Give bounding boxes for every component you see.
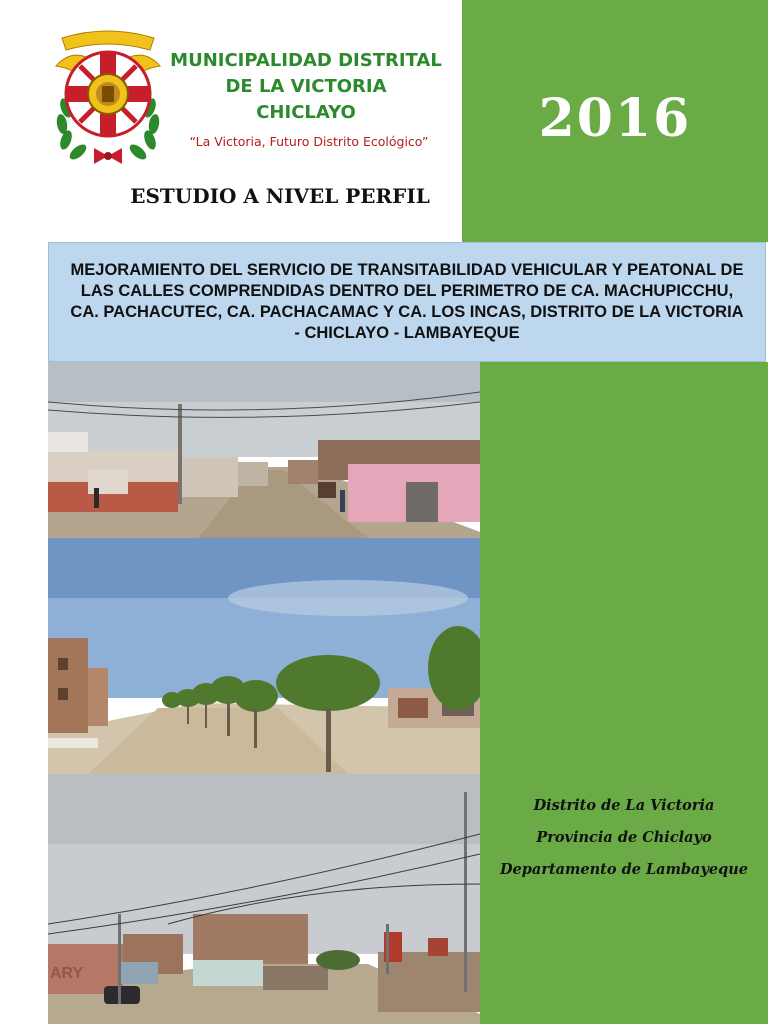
year-label: 2016 bbox=[538, 88, 692, 149]
study-level-heading: ESTUDIO A NIVEL PERFIL bbox=[130, 184, 430, 208]
street-photo-3 bbox=[48, 774, 480, 1024]
location-department: Departamento de Lambayeque bbox=[499, 861, 749, 878]
municipal-seal-logo bbox=[52, 26, 164, 168]
municipality-line-3: CHICLAYO bbox=[256, 102, 356, 123]
wall-graffiti: ARY bbox=[50, 965, 84, 982]
green-side-panel bbox=[480, 362, 768, 1024]
project-title: MEJORAMIENTO DEL SERVICIO DE TRANSITABILIDAD VEHICULAR Y PEATONAL DE LAS CALLES COMPRENDIDAS DENTRO DEL PERIMETRO DE CA. MACHUPICCHU, CA. PACHACUTEC, CA. PACHACAMAC Y CA. LOS INCAS, DISTRITO DE LA VICTORIA - CHICLAYO - LAMBAYEQUE bbox=[70, 261, 744, 342]
municipality-motto: “La Victoria, Futuro Distrito Ecológico” bbox=[189, 134, 429, 149]
location-district: Distrito de La Victoria bbox=[533, 797, 715, 814]
municipality-name bbox=[156, 48, 456, 126]
location-info bbox=[480, 796, 768, 892]
project-title-box bbox=[48, 242, 766, 362]
municipality-line-1: MUNICIPALIDAD DISTRITAL bbox=[170, 50, 442, 71]
street-photo-1 bbox=[48, 362, 480, 538]
location-province: Provincia de Chiclayo bbox=[536, 829, 712, 846]
municipality-line-2: DE LA VICTORIA bbox=[225, 76, 387, 97]
street-photo-2 bbox=[48, 538, 480, 774]
